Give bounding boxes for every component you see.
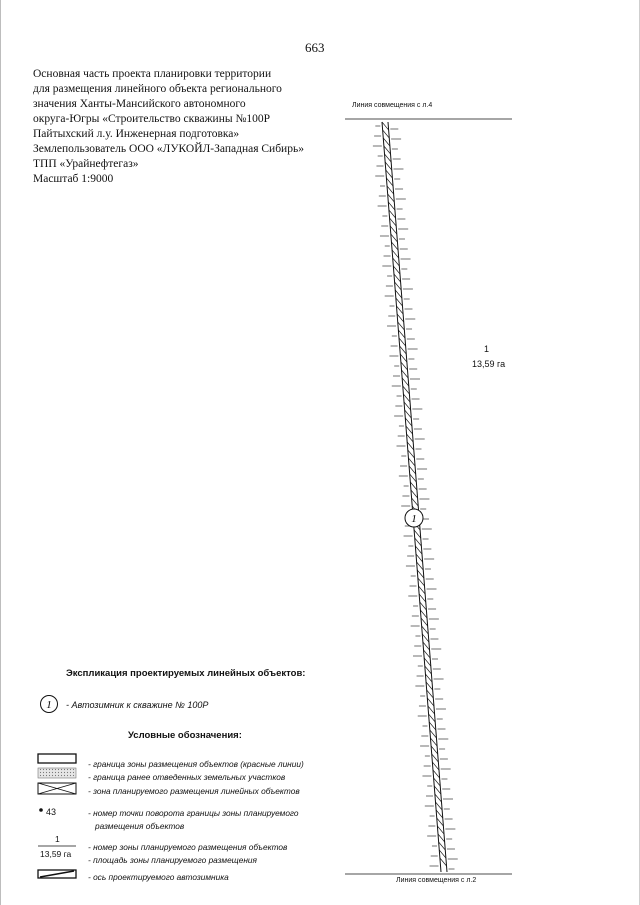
legend-zone-number: - номер зоны планируемого размещения объектов (88, 842, 288, 852)
object-marker (405, 509, 423, 527)
road-corridor (373, 122, 458, 872)
legend-turn-point-cont: размещения объектов (95, 821, 185, 831)
legend-zone-boundary: - граница зоны размещения объектов (красные линии) (88, 759, 304, 769)
legend-turn-point: - номер точки поворота границы зоны планируемого (88, 808, 299, 818)
header-line: Масштаб 1:9000 (33, 173, 114, 185)
match-line-top-label: Линия совмещения с л.4 (352, 102, 433, 109)
legend-road-axis: - ось проектируемого автозимника (88, 872, 229, 882)
legend-sample-point (39, 808, 43, 812)
corridor-edge-right (388, 122, 447, 872)
legend-sample-zone-area: 13,59 га (40, 849, 72, 859)
match-line-bottom-label: Линия совмещения с л.2 (396, 877, 477, 884)
legend-sample-planned-zone (38, 783, 76, 794)
explication-marker-label: 1 (46, 699, 52, 711)
zone-number: 1 (484, 344, 490, 354)
header-line: Землепользователь ООО «ЛУКОЙЛ-Западная Сибирь» (33, 143, 304, 155)
object-marker-label: 1 (411, 513, 417, 525)
legend-sample-allotted (38, 768, 76, 778)
legend-allotted-boundary: - граница ранее отведенных земельных участков (88, 772, 286, 782)
explication-title: Экспликация проектируемых линейных объектов: (66, 668, 306, 679)
header-line: округа-Югры «Строительство скважины №100Р (33, 113, 271, 125)
legend-zone-area: - площадь зоны планируемого размещения (88, 855, 257, 865)
header-line: Пайтыхский л.у. Инженерная подготовка» (33, 128, 240, 140)
legend-sample-zone-number: 1 (55, 834, 60, 844)
header-line: для размещения линейного объекта регионального (33, 83, 282, 95)
header-line: ТПП «Урайнефтегаз» (33, 158, 139, 170)
legend-title: Условные обозначения: (128, 730, 242, 741)
header-line: значения Ханты-Мансийского автономного (33, 98, 246, 110)
explication-item: - Автозимник к скважине № 100Р (66, 700, 209, 710)
zone-area: 13,59 га (472, 359, 506, 369)
header-line: Основная часть проекта планировки территории (33, 68, 272, 80)
legend-sample-point-label: 43 (46, 807, 57, 817)
legend-sample-zone-boundary (38, 754, 76, 763)
legend-sample-road-axis (38, 870, 76, 878)
legend-planned-zone: - зона планируемого размещения линейных объектов (88, 786, 300, 796)
explication-marker (38, 694, 60, 714)
page-number: 663 (305, 40, 325, 55)
